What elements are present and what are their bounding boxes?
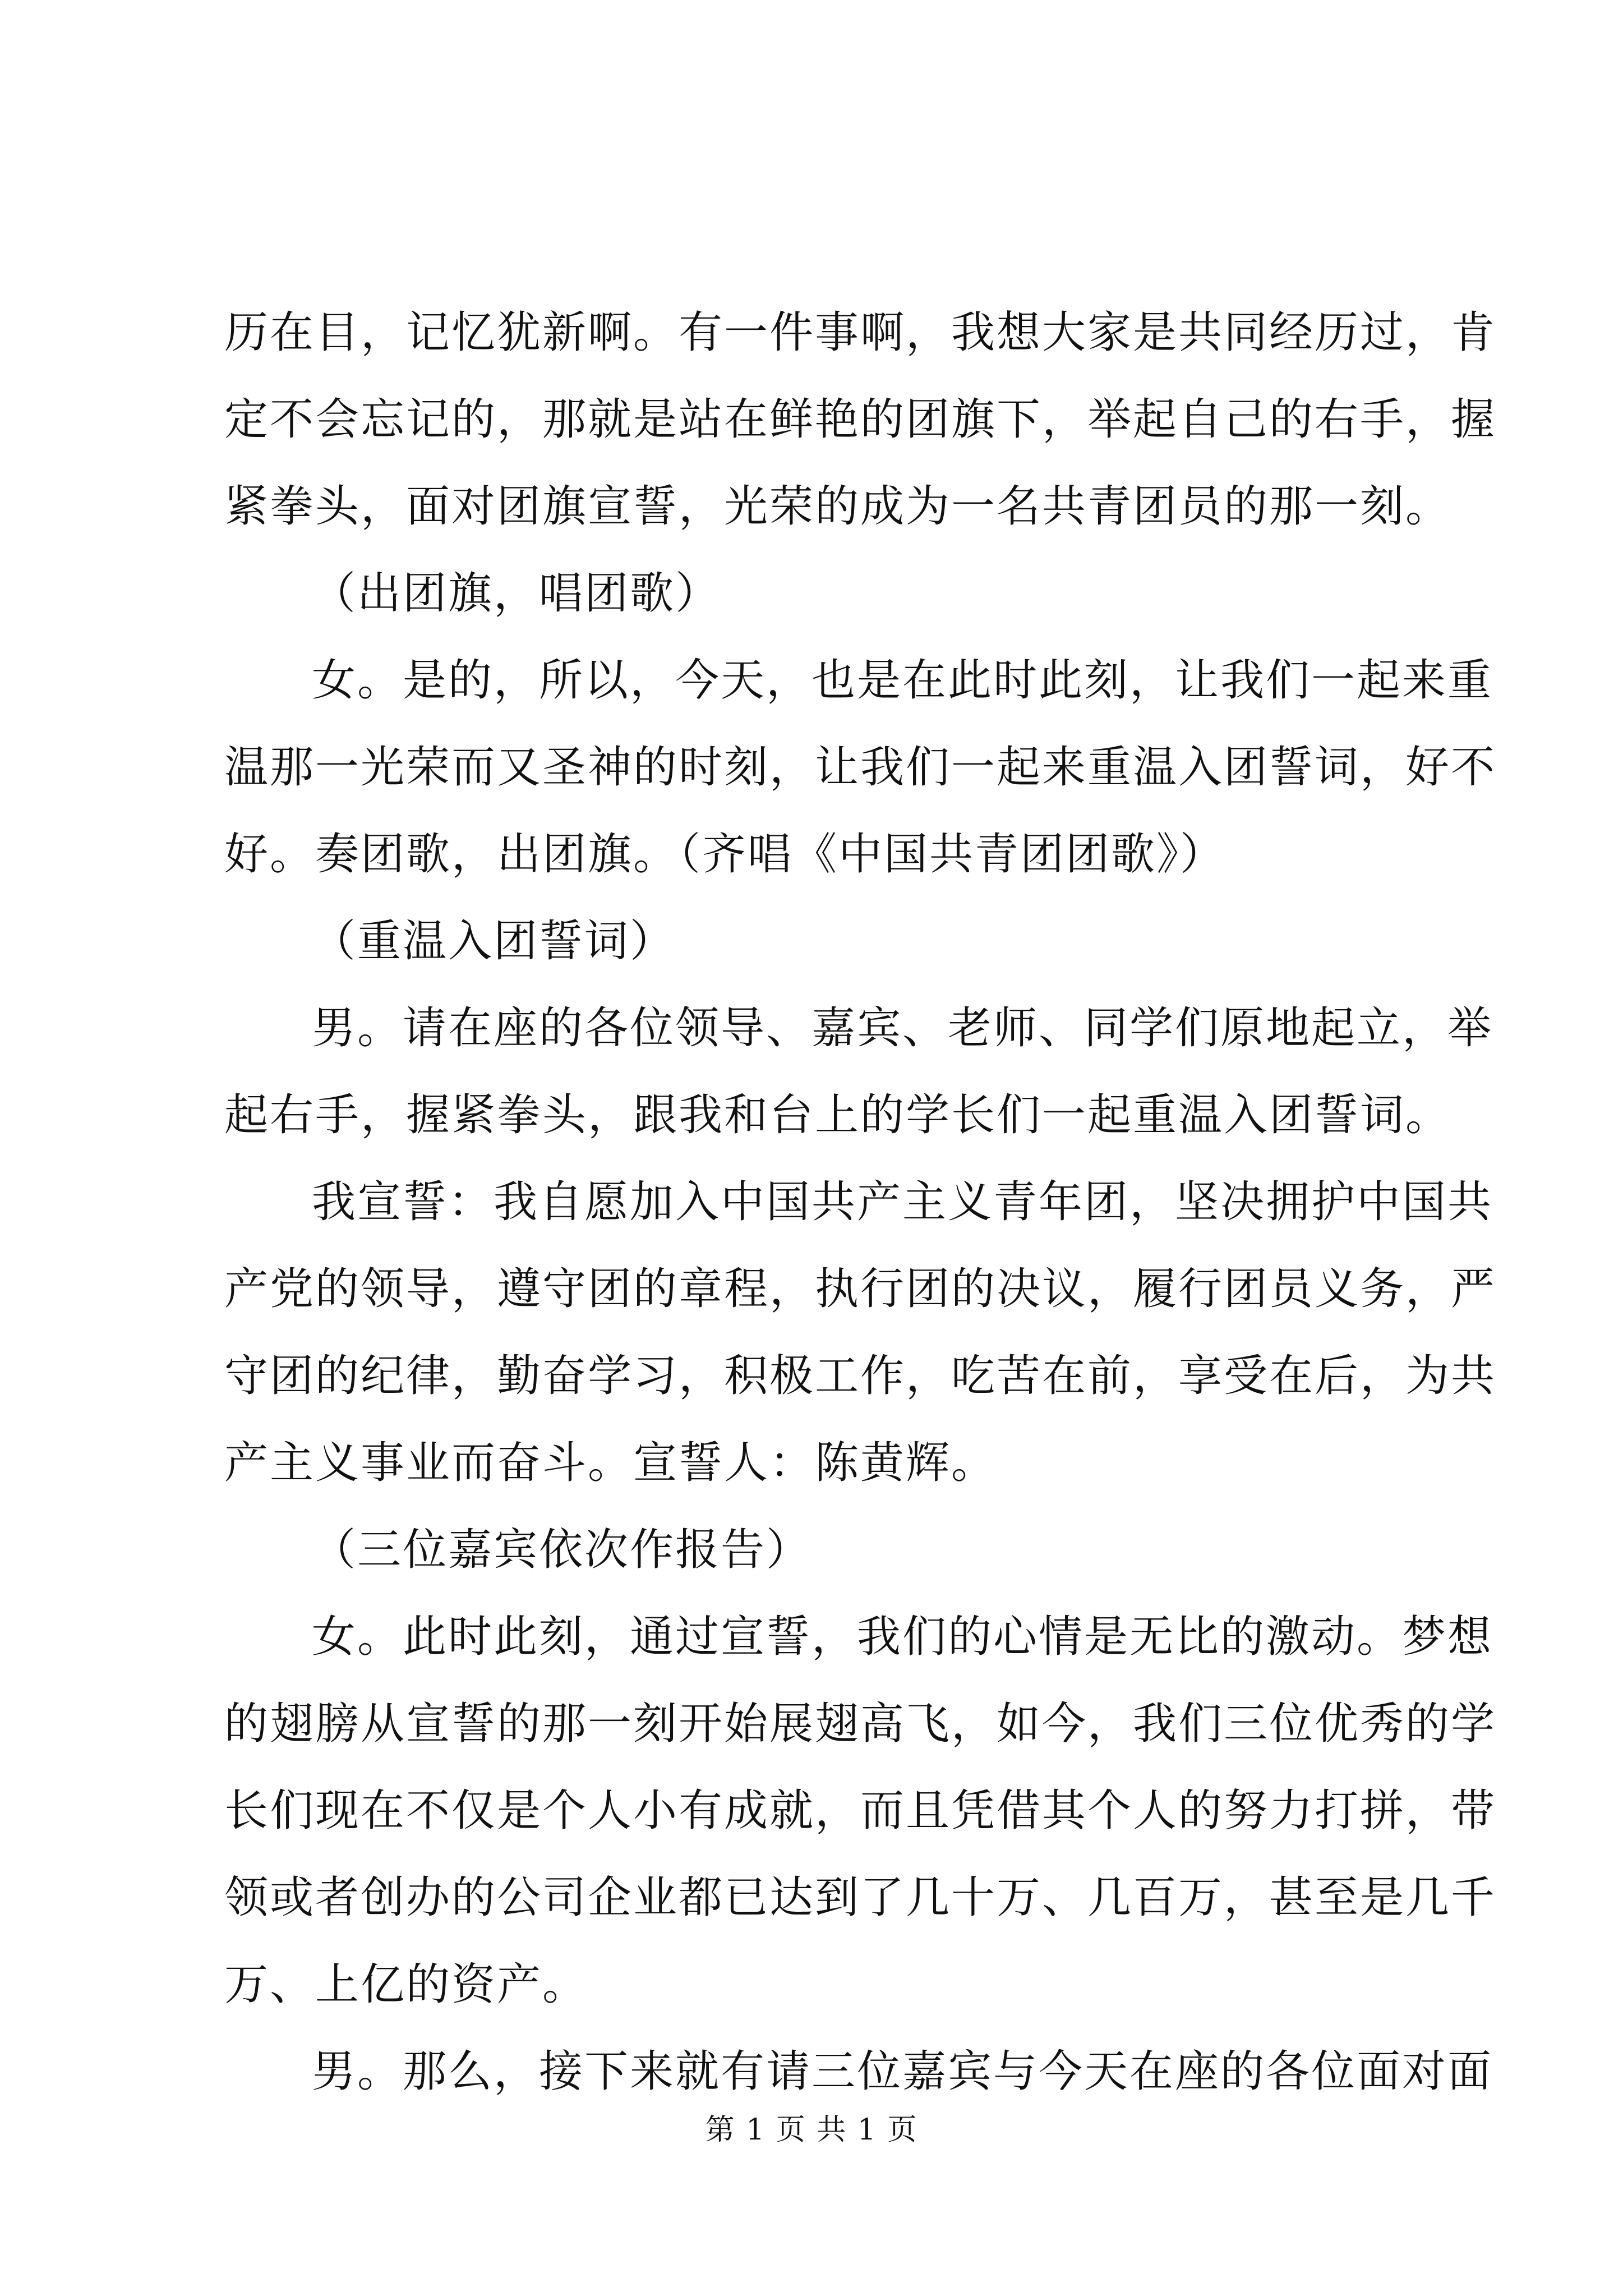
text-line-5: 女。是的，所以，今天，也是在此时此刻，让我们一起来重 bbox=[312, 655, 1493, 706]
text-line-1: 历在目，记忆犹新啊。有一件事啊，我想大家是共同经历过，肯 bbox=[224, 307, 1497, 358]
text-line-9: 男。请在座的各位领导、嘉宾、老师、同学们原地起立，举 bbox=[312, 1003, 1493, 1053]
text-line-3: 紧拳头，面对团旗宣誓，光荣的成为一名共青团员的那一刻。 bbox=[224, 481, 1451, 532]
text-line-20: 万、上亿的资产。 bbox=[224, 1959, 588, 2010]
text-line-17: 的翅膀从宣誓的那一刻开始展翅高飞，如今，我们三位优秀的学 bbox=[224, 1699, 1497, 1749]
body-text bbox=[224, 289, 1497, 2115]
text-line-21: 男。那么，接下来就有请三位嘉宾与今天在座的各位面对面 bbox=[312, 2046, 1493, 2097]
text-line-11: 我宣誓：我自愿加入中国共产主义青年团，坚决拥护中国共 bbox=[312, 1177, 1493, 1227]
text-line-19: 领或者创办的公司企业都已达到了几十万、几百万，甚至是几千 bbox=[224, 1872, 1497, 1923]
text-line-13: 守团的纪律，勤奋学习，积极工作，吃苦在前，享受在后，为共 bbox=[224, 1351, 1497, 1401]
stage-direction-1: （出团旗，唱团歌） bbox=[312, 568, 721, 619]
text-line-10: 起右手，握紧拳头，跟我和台上的学长们一起重温入团誓词。 bbox=[224, 1090, 1451, 1140]
text-line-12: 产党的领导，遵守团的章程，执行团的决议，履行团员义务，严 bbox=[224, 1264, 1497, 1314]
text-line-7: 好。奏团歌，出团旗。（齐唱《中国共青团团歌》） bbox=[224, 829, 1226, 880]
text-line-14: 产主义事业而奋斗。宣誓人：陈黄辉。 bbox=[224, 1438, 997, 1488]
text-line-18: 长们现在不仅是个人小有成就，而且凭借其个人的努力打拼，带 bbox=[224, 1786, 1497, 1836]
stage-direction-2: （重温入团誓词） bbox=[312, 916, 676, 967]
text-line-2: 定不会忘记的，那就是站在鲜艳的团旗下，举起自己的右手，握 bbox=[224, 394, 1497, 445]
text-line-6: 温那一光荣而又圣神的时刻，让我们一起来重温入团誓词，好不 bbox=[224, 742, 1497, 793]
text-line-16: 女。此时此刻，通过宣誓，我们的心情是无比的激动。梦想 bbox=[312, 1612, 1493, 1662]
page-footer: 第 1 页 共 1 页 bbox=[705, 2113, 918, 2147]
stage-direction-3: （三位嘉宾依次作报告） bbox=[312, 1525, 812, 1575]
